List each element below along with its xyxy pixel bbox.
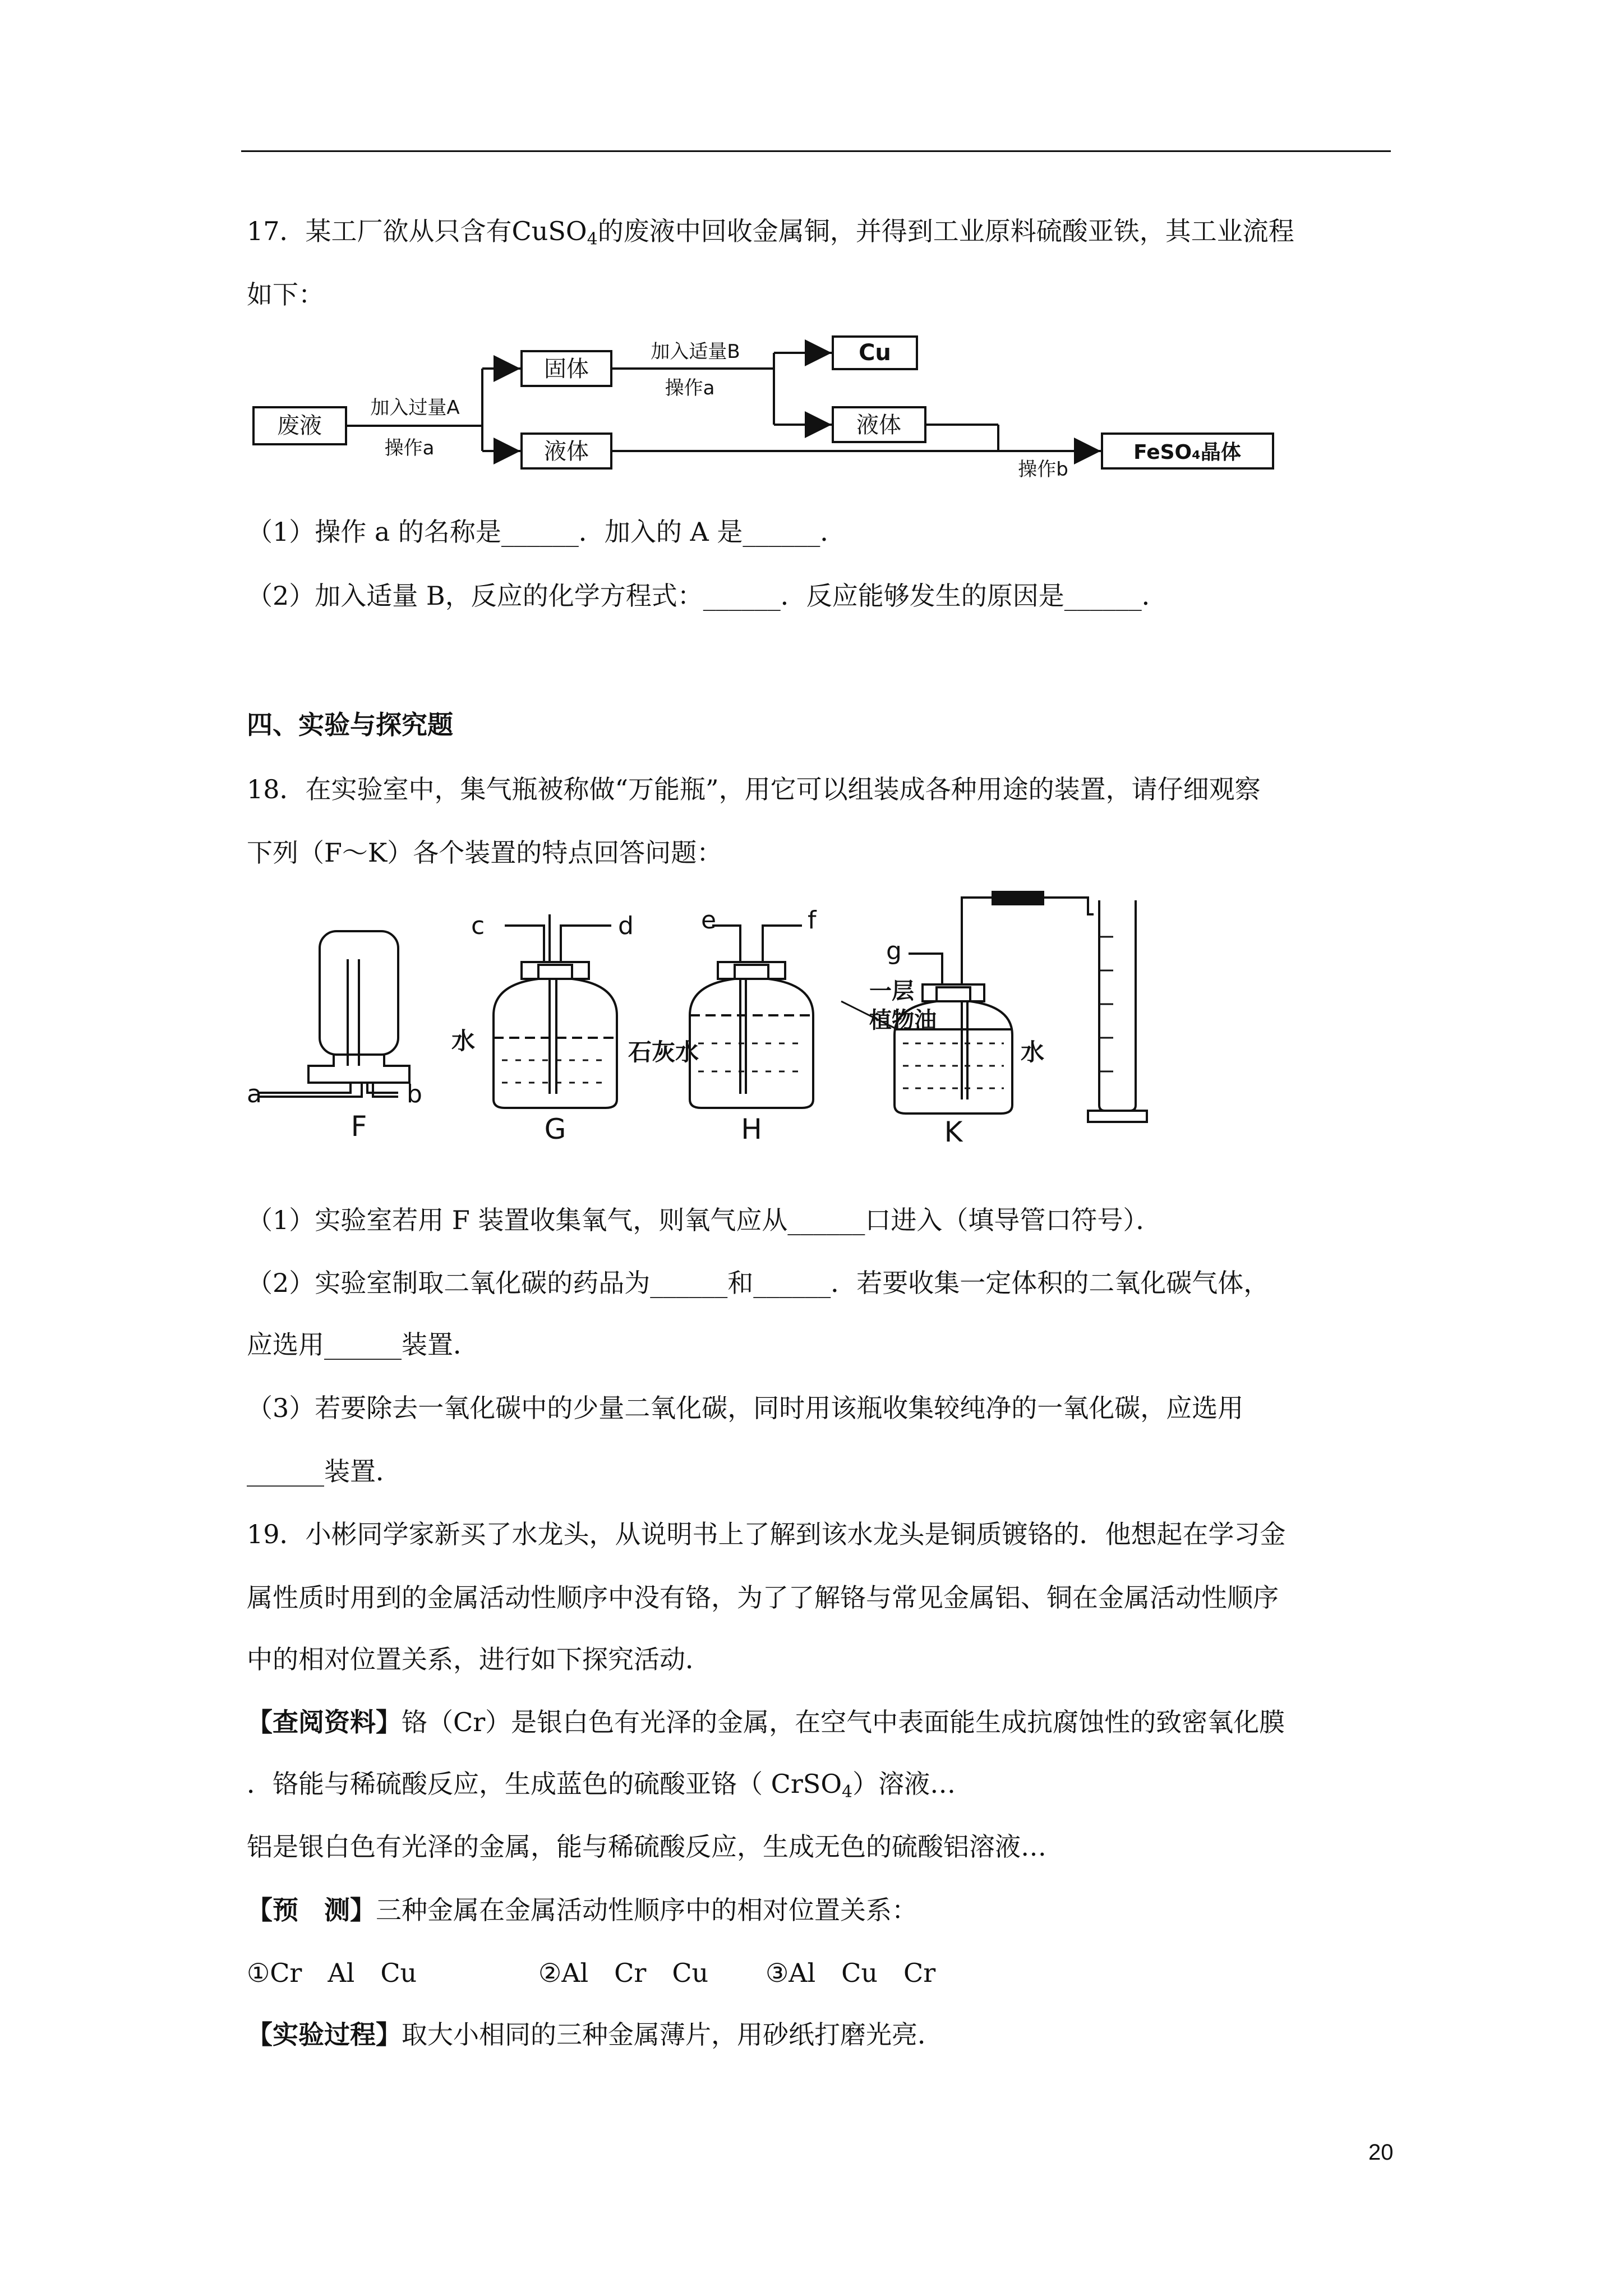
h-label: H: [741, 1113, 762, 1144]
flow-op-b: 操作b: [1018, 458, 1068, 481]
f-port-a: a: [247, 1080, 262, 1108]
q17-flow-diagram: [247, 324, 1279, 481]
q19-line2: 属性质时用到的金属活动性顺序中没有铬，为了了解铬与常见金属铝、铜在金属活动性顺序: [247, 1582, 1279, 1613]
k-layer-label-1: 一层: [869, 978, 914, 1004]
q19-line3: 中的相对位置关系，进行如下探究活动．: [247, 1644, 711, 1674]
k-water-label: 水: [1021, 1038, 1045, 1066]
q19-procedure: 【实验过程】取大小相同的三种金属薄片，用砂纸打磨光亮．: [247, 2019, 943, 2050]
apparatus-f: [258, 931, 409, 1097]
q17-sub1: （1）操作 a 的名称是______．加入的 A 是______．: [247, 517, 846, 547]
flow-liquid2: 液体: [856, 412, 901, 438]
q19-option-1: ①Cr Al Cu: [247, 1958, 417, 1988]
k-label: K: [944, 1116, 963, 1144]
flow-cu: Cu: [859, 340, 891, 366]
apparatus-g: [494, 914, 617, 1108]
q17-sub2: （2）加入适量 B，反应的化学方程式：______．反应能够发生的原因是______．: [247, 581, 1168, 611]
flow-solid: 固体: [544, 356, 589, 382]
g-port-c: c: [471, 912, 485, 940]
q18-sub3-line1: （3）若要除去一氧化碳中的少量二氧化碳，同时用该瓶收集较纯净的一氧化碳，应选用: [247, 1393, 1244, 1423]
g-water-label: 水: [451, 1027, 476, 1055]
q18-sub1: （1）实验室若用 F 装置收集氧气，则氧气应从______口进入（填导管口符号）．: [247, 1205, 1162, 1235]
q19-reference-line2: ．铬能与稀硫酸反应，生成蓝色的硫酸亚铬（ CrSO$_4$）溶液…: [247, 1769, 956, 1802]
apparatus-k: [841, 892, 1147, 1122]
flow-op-a2: 操作a: [665, 377, 715, 399]
q17-line1: 17．某工厂欲从只含有CuSO$_4$的废液中回收金属铜，并得到工业原料硫酸亚铁，其工业流程: [247, 216, 1294, 249]
apparatus-h: [690, 926, 813, 1108]
f-label: F: [351, 1110, 367, 1143]
g-port-d: d: [618, 912, 634, 940]
q18-sub2-line1: （2）实验室制取二氧化碳的药品为______和______．若要收集一定体积的二氧化碳气体，: [247, 1268, 1270, 1298]
k-layer-label-2: 植物油: [869, 1007, 937, 1033]
k-port-g: g: [886, 937, 902, 965]
h-port-f: f: [808, 906, 817, 935]
q19-option-2: ②Al Cr Cu: [538, 1958, 709, 1988]
flow-op-a1: 操作a: [384, 437, 435, 459]
q18-sub3-line2: ______装置．: [247, 1456, 402, 1487]
flow-add-b: 加入适量B: [651, 341, 740, 363]
q19-line1: 19．小彬同学家新买了水龙头，从说明书上了解到该水龙头是铜质镀铬的．他想起在学习金: [247, 1519, 1286, 1549]
q18-line1: 18．在实验室中，集气瓶被称做“万能瓶”，用它可以组装成各种用途的装置，请仔细观察: [247, 774, 1261, 804]
q19-option-3: ③Al Cu Cr: [766, 1958, 936, 1988]
h-limewater-label: 石灰水: [628, 1038, 699, 1066]
flow-waste: 废液: [277, 413, 322, 439]
q19-reference-line1: 【查阅资料】铬（Cr）是银白色有光泽的金属，在空气中表面能生成抗腐蚀性的致密氧化膜: [247, 1707, 1285, 1737]
g-label: G: [544, 1113, 566, 1144]
flow-liquid1: 液体: [544, 439, 589, 464]
section-4-heading: 四、实验与探究题: [247, 710, 453, 740]
f-port-b: b: [407, 1080, 422, 1108]
h-port-e: e: [701, 906, 717, 935]
q19-prediction: 【预 测】三种金属在金属活动性顺序中的相对位置关系：: [247, 1895, 917, 1925]
header-rule: [241, 150, 1391, 152]
page-number: 20: [1368, 2140, 1394, 2165]
q18-sub2-line2: 应选用______装置．: [247, 1329, 479, 1360]
q18-apparatus-figure: [247, 881, 1155, 1144]
q19-reference-line3: 铝是银白色有光泽的金属，能与稀硫酸反应，生成无色的硫酸铝溶液…: [247, 1832, 1046, 1862]
flow-product: FeSO₄晶体: [1133, 441, 1241, 464]
q17-line2: 如下：: [247, 279, 324, 310]
q18-line2: 下列（F～K）各个装置的特点回答问题：: [247, 838, 723, 868]
flow-add-a: 加入过量A: [370, 397, 460, 419]
